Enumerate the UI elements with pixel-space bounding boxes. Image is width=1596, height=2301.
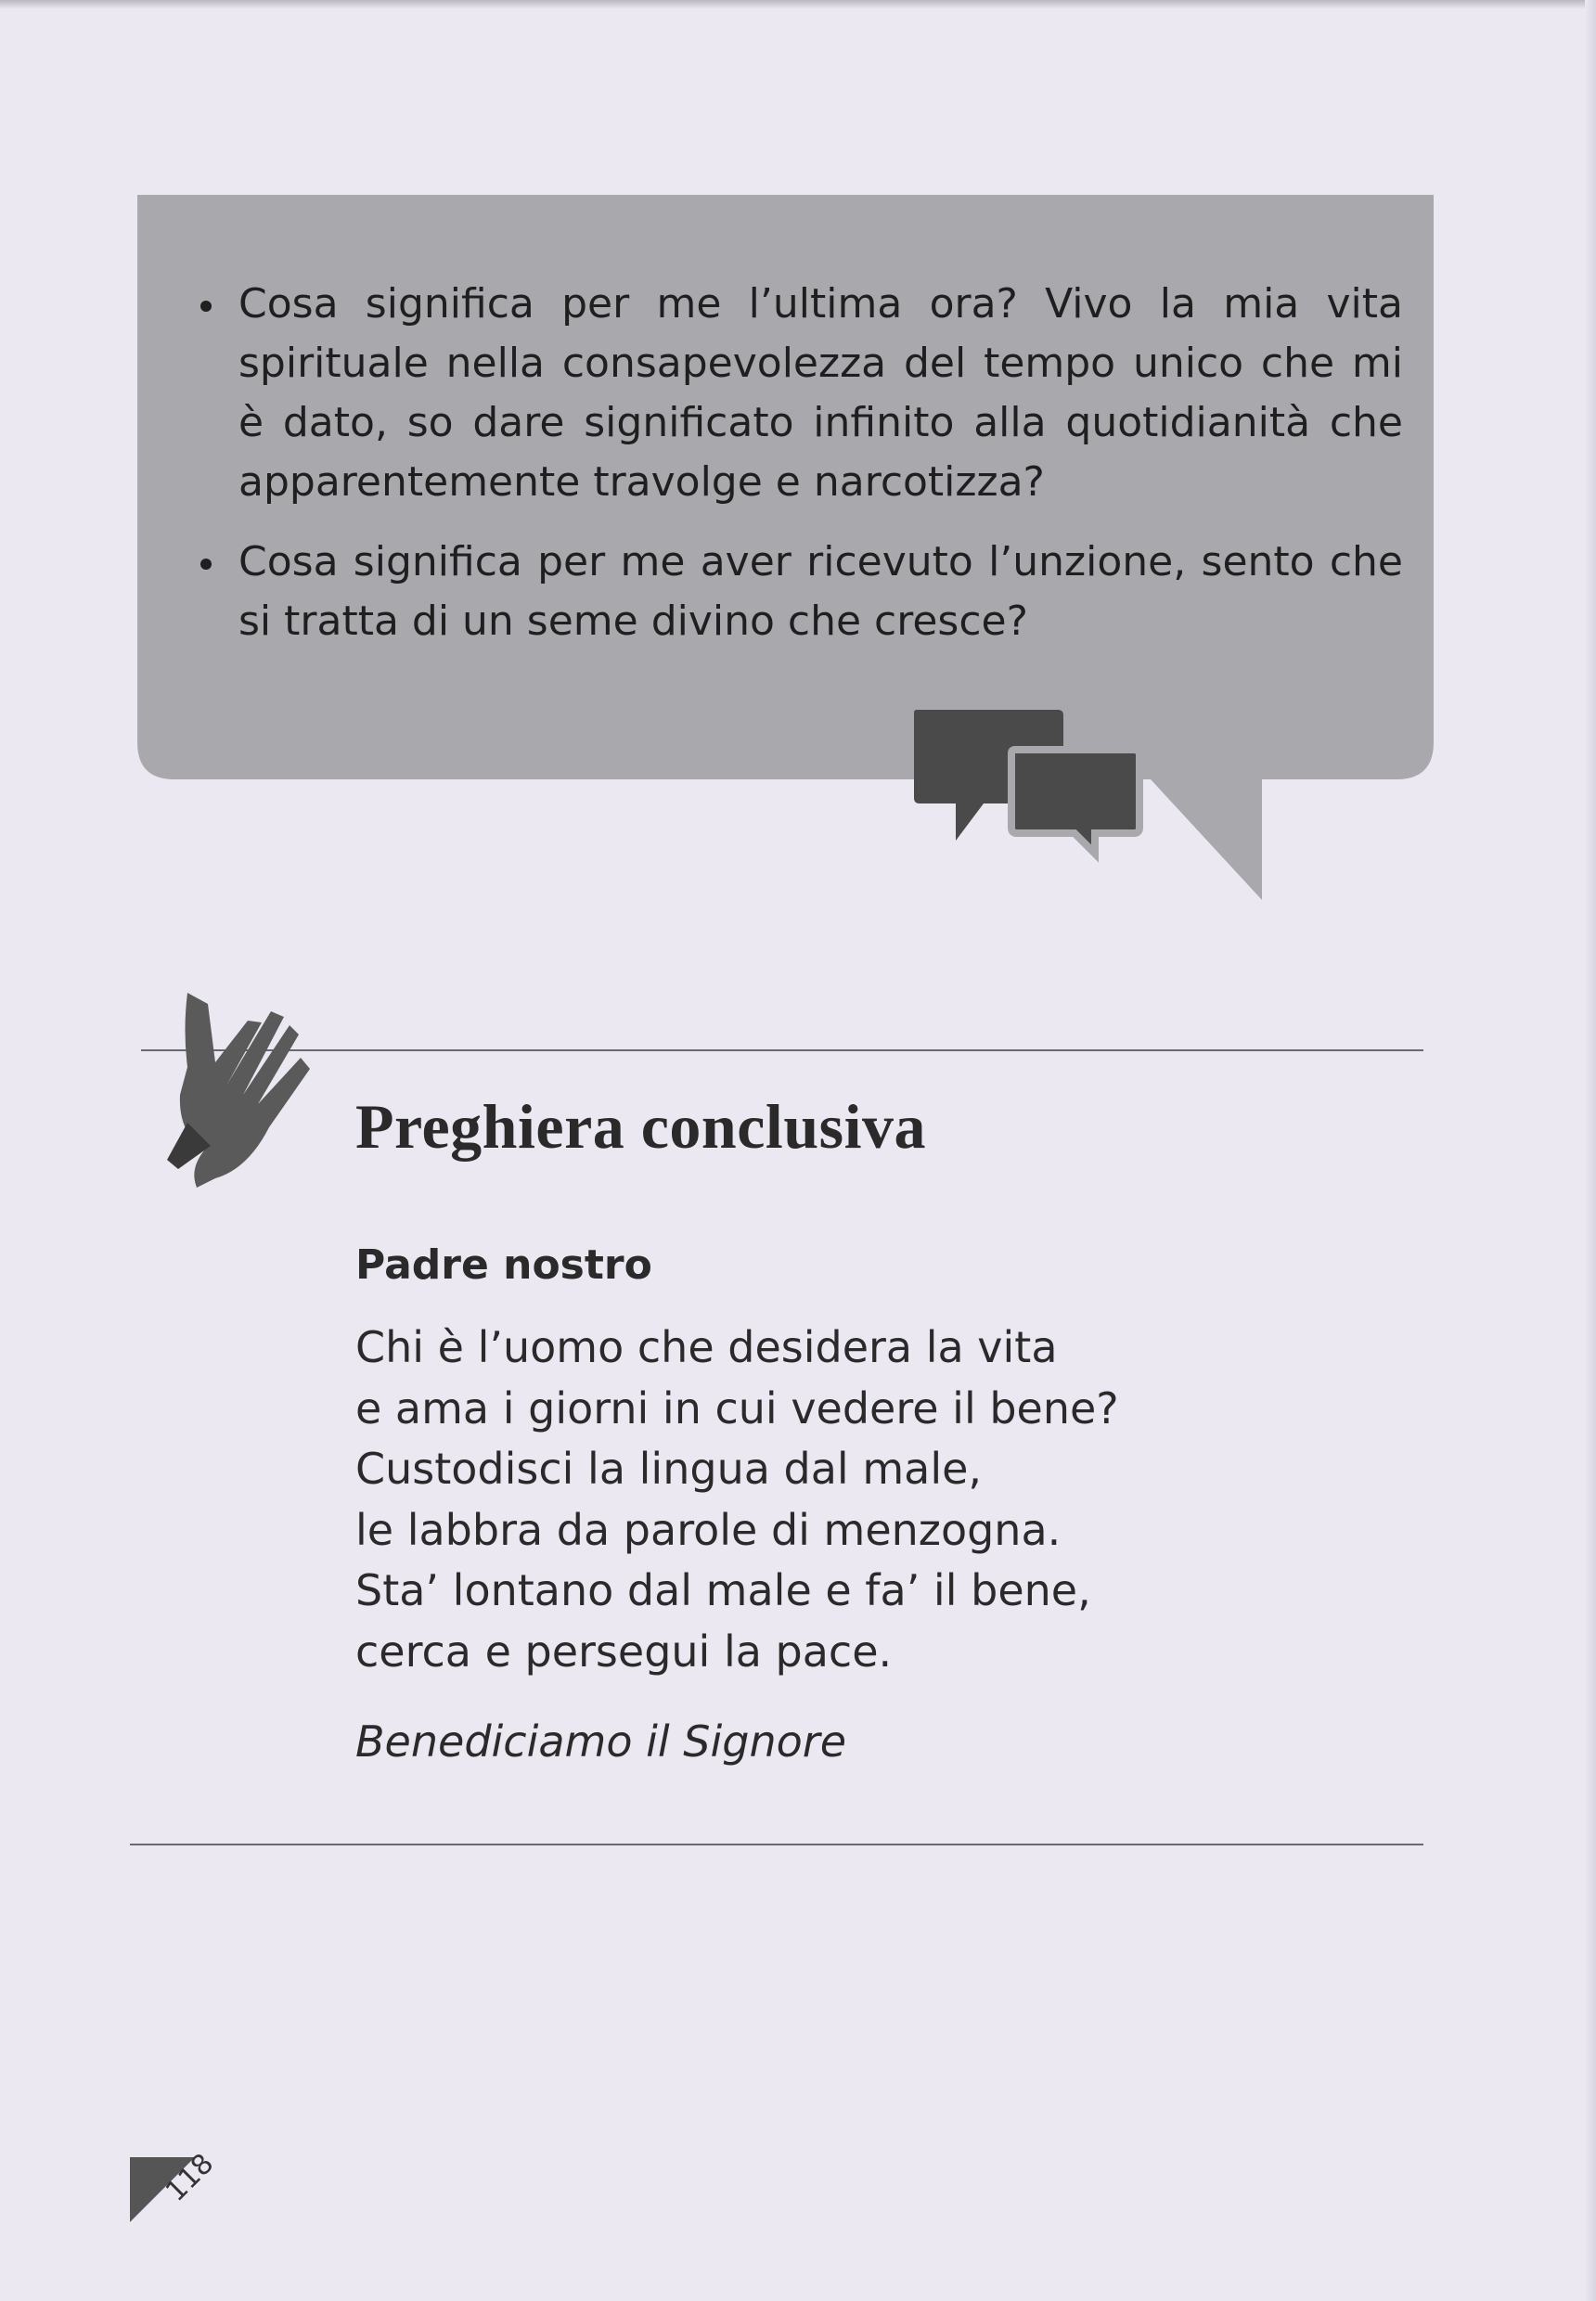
prayer-closing: Benediciamo il Signore	[355, 1716, 846, 1767]
reflection-questions	[197, 275, 1403, 672]
prayer-line: Chi è l’uomo che desidera la vita	[355, 1322, 1058, 1372]
reflection-question: Cosa significa per me aver ricevuto l’unzione, sento che si tratta di un seme divino che cresce?	[197, 533, 1403, 651]
bottom-divider	[130, 1844, 1423, 1845]
section-title: Preghiera conclusiva	[355, 1091, 926, 1162]
page-number: 118	[160, 2147, 221, 2208]
prayer-line: Sta’ lontano dal male e fa’ il bene,	[355, 1565, 1091, 1615]
prayer-line: Custodisci la lingua dal male,	[355, 1444, 983, 1494]
prayer-line: le labbra da parole di menzogna.	[355, 1504, 1062, 1555]
praying-hands-icon	[160, 983, 345, 1188]
reflection-question: Cosa significa per me l’ultima ora? Vivo la mia vita spirituale nella consapevolezza del tempo unico che mi è dato, so dare significato infinito alla quotidianità che apparentemente travolge e narcotizza?	[197, 275, 1403, 512]
prayer-line: cerca e persegui la pace.	[355, 1626, 893, 1677]
prayer-text	[355, 1318, 1119, 1682]
prayer-line: e ama i giorni in cui vedere il bene?	[355, 1382, 1119, 1433]
prayer-subtitle: Padre nostro	[355, 1241, 652, 1289]
